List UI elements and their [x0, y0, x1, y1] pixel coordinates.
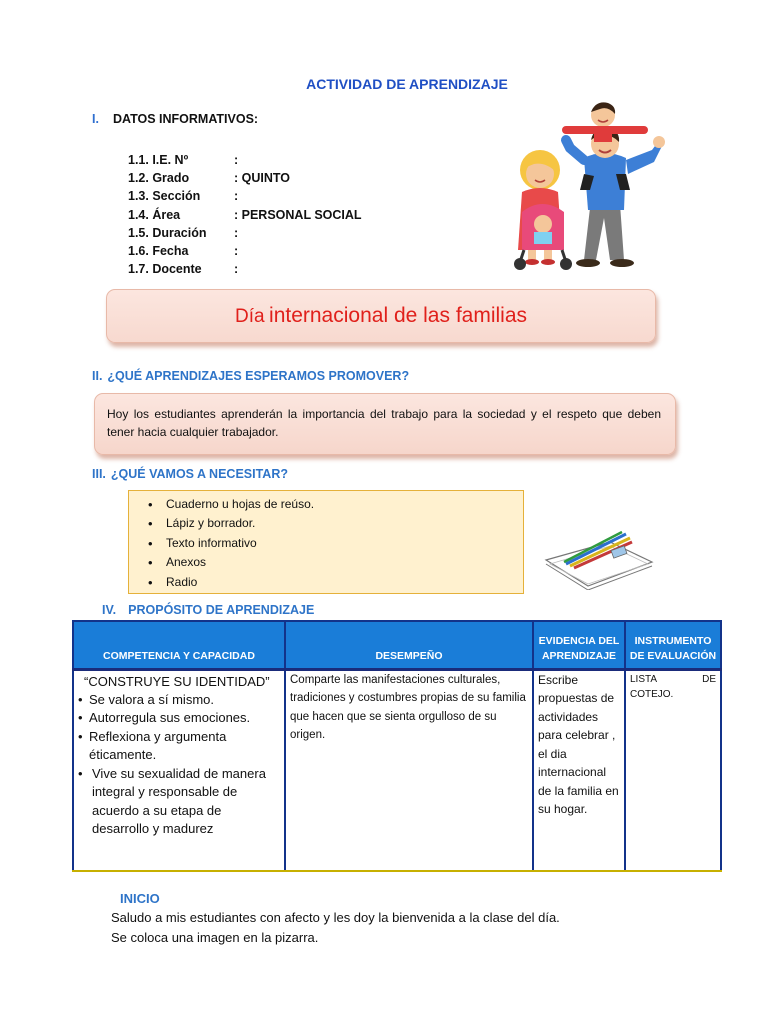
capacidades-list — [78, 691, 280, 839]
lesson-title-banner — [106, 289, 656, 343]
section4-title: PROPÓSITO DE APRENDIZAJE — [128, 603, 315, 617]
table-row — [73, 669, 721, 871]
section1-number: I. — [92, 112, 99, 126]
competencia-title: “CONSTRUYE SU IDENTIDAD” — [84, 673, 270, 689]
dato-row — [128, 262, 239, 280]
cell-desempeno: Comparte las manifestaciones culturales, tradiciones y costumbres propias de su familia que hacen que se sienta orgulloso de su origen. — [285, 669, 533, 871]
section2-heading — [92, 369, 409, 383]
cell-instrumento: LISTA DE COTEJO. — [625, 669, 721, 871]
section4-heading — [102, 603, 314, 617]
dato-value: : PERSONAL SOCIAL — [234, 207, 362, 222]
family-illustration — [512, 100, 672, 274]
dato-row — [128, 153, 239, 171]
dato-value: : — [234, 189, 239, 204]
inicio-line: Se coloca una imagen en la pizarra. — [111, 930, 319, 945]
section3-number: III. — [92, 467, 106, 481]
document-title: ACTIVIDAD DE APRENDIZAJE — [306, 76, 508, 92]
list-item: • Radio — [166, 573, 523, 592]
notebook-pencils-illustration — [540, 520, 658, 590]
table-header-row — [73, 621, 721, 669]
dato-row — [128, 243, 239, 262]
section1-heading — [92, 112, 258, 126]
header-instrumento: INSTRUMENTO DE EVALUACIÓN — [625, 621, 721, 669]
datos-informativos-list — [128, 153, 362, 280]
list-item: • Se valora a sí mismo. — [78, 691, 280, 710]
dato-row — [128, 207, 362, 226]
list-item: • Lápiz y borrador. — [166, 514, 523, 533]
list-item: • Anexos — [166, 553, 523, 572]
section2-title: ¿QUÉ APRENDIZAJES ESPERAMOS PROMOVER? — [107, 369, 410, 383]
dato-value: : — [234, 262, 239, 277]
list-item: • Cuaderno u hojas de reúso. — [166, 495, 523, 514]
list-item: • Texto informativo — [166, 534, 523, 553]
cell-evidencia: Escribe propuestas de actividades para celebrar , el dia internacional de la familia en su hogar. — [533, 669, 625, 871]
cell-competencia — [73, 669, 285, 871]
inicio-text — [111, 908, 560, 948]
dato-label: 1.2. Grado — [128, 171, 190, 186]
dato-label: 1.4. Área — [128, 207, 181, 222]
header-evidencia: EVIDENCIA DEL APRENDIZAJE — [533, 621, 625, 669]
section1-title: DATOS INFORMATIVOS: — [112, 112, 259, 126]
dato-label: 1.6. Fecha — [128, 243, 189, 258]
section3-title: ¿QUÉ VAMOS A NECESITAR? — [110, 467, 288, 481]
materials-box — [128, 490, 524, 594]
header-desempeno: DESEMPEÑO — [285, 621, 533, 669]
dato-label: 1.1. I.E. Nº — [128, 153, 189, 167]
dato-row — [128, 225, 239, 244]
banner-word-dia: Día — [235, 306, 265, 327]
list-item: • Autorregula sus emociones. — [78, 709, 280, 728]
dato-label: 1.5. Duración — [128, 225, 207, 240]
dato-value: : QUINTO — [234, 171, 291, 186]
list-item: • Vive su sexualidad de manera integral y responsable de acuerdo a su etapa de desarrollo y madurez — [78, 765, 280, 839]
inicio-line: Saludo a mis estudiantes con afecto y les doy la bienvenida a la clase del día. — [111, 910, 560, 925]
dato-value: : — [234, 153, 239, 167]
section2-number: II. — [92, 369, 103, 383]
materials-list — [129, 495, 523, 592]
section3-heading — [92, 467, 288, 481]
dato-label: 1.7. Docente — [128, 262, 202, 277]
section4-number: IV. — [102, 603, 117, 617]
dato-value: : — [234, 243, 239, 258]
inicio-heading: INICIO — [120, 891, 160, 906]
banner-title-rest: internacional de las familias — [269, 304, 527, 327]
dato-value: : — [234, 225, 239, 240]
header-competencia: COMPETENCIA Y CAPACIDAD — [73, 621, 285, 669]
list-item: • Reflexiona y argumenta éticamente. — [78, 728, 280, 765]
learning-goal-box: Hoy los estudiantes aprenderán la importancia del trabajo para la sociedad y el respeto que deben tener hacia cualquier trabajador. — [94, 393, 676, 455]
dato-row — [128, 171, 291, 189]
learning-purpose-table — [72, 620, 722, 872]
dato-row — [128, 189, 239, 207]
dato-label: 1.3. Sección — [128, 189, 201, 204]
